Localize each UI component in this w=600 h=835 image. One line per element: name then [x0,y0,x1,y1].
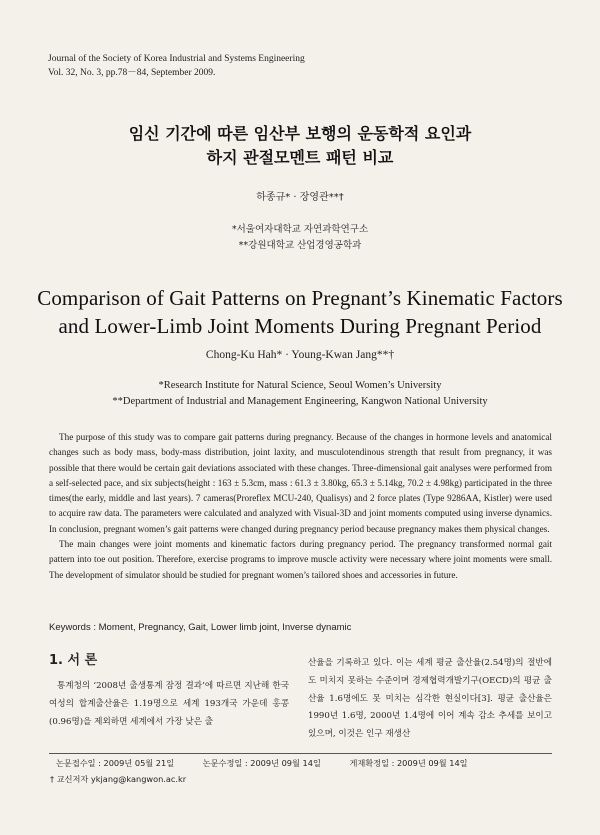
korean-title [0,122,600,170]
accepted-date: 게재확정일 : 2009년 09월 14일 [349,758,468,768]
english-title-line2: and Lower-Limb Joint Moments During Pregnant Period [58,314,542,338]
korean-authors: 하종규* · 장영관**† [256,192,344,203]
korean-affiliations [0,222,600,254]
submission-dates [56,758,556,769]
journal-volume: Vol. 32, No. 3, pp.78－84, September 2009. [48,68,216,78]
body-right-column [308,655,552,744]
footnote-divider [49,753,552,754]
journal-name: Journal of the Society of Korea Industrial and Systems Engineering [48,54,305,64]
keywords-label: Keywords [49,622,91,633]
corresponding-author: † 교신저자 ykjang@kangwon.ac.kr [50,774,187,784]
korean-title-line1: 임신 기간에 따른 임산부 보행의 운동학적 요인과 [128,124,472,143]
english-title [0,284,600,340]
revised-date: 논문수정일 : 2009년 09월 14일 [202,758,321,768]
body-paragraph-left: 통계청의 ‘2008년 출생통계 잠정 결과’에 따르면 지난해 한국 여성의 합계출산율은 1.19명으로 세계 193개국 가운데 홍콩(0.96명)을 제외하면 세계에서 가장 낮은 출 [49,681,289,727]
english-title-line1: Comparison of Gait Patterns on Pregnant’s Kinematic Factors [37,286,563,310]
english-affiliation-2: **Department of Industrial and Management Engineering, Kangwon National University [112,396,488,407]
korean-title-line2: 하지 관절모멘트 패턴 비교 [206,148,394,167]
journal-info [48,52,305,80]
body-paragraph-right: 산율을 기록하고 있다. 이는 세계 평균 출산율(2.54명)의 절반에도 미치지 못하는 수준이며 경제협력개발기구(OECD)의 평균 출산율 1.6명에도 못 미치는 심각한 현실이다[3]. 평균 출산율은 1990년 1.6명, 2000년 1.4명에 이어 계속 감소 추세를 보이고 있으며, 이것은 인구 재생산 [308,658,552,740]
abstract-paragraph-2: The main changes were joint moments and kinematic factors during pregnancy period. The pregnancy transformed normal gait pattern into toe out position. Therefore, exercise programs to improve muscle activity were necessary where joint moments were small. The development of simulator should be studied for pregnant women’s tailored shoes and accessories in future. [49,539,552,580]
english-affiliations [0,378,600,410]
keywords-text: : Moment, Pregnancy, Gait, Lower limb joint, Inverse dynamic [90,622,352,633]
english-affiliation-1: *Research Institute for Natural Science, Seoul Women’s University [158,380,442,391]
english-authors: Chong-Ku Hah* · Young-Kwan Jang**† [205,349,395,361]
korean-affiliation-1: *서울여자대학교 자연과학연구소 [231,224,369,235]
korean-affiliation-2: **강원대학교 산업경영공학과 [238,240,362,251]
abstract-paragraph-1: The purpose of this study was to compare gait patterns during pregnancy. Because of the changes in hormone levels and anatomical changes such as body mass, body-mass distribution, joint laxity, and musculotendinous strength that result from pregnancy, it was possible that there would be certain gait deviations associated with these changes. Three-dimensional gait analyses were performed from a self-selected pace, and six subjects(height : 163 ± 5.3cm, mass : 61.3 ± 3.80kg, 65.3 ± 5.14kg, 70.2 ± 4.98kg) participated in the three times(the early, middle and last years). 7 cameras(Proreflex MCU-240, Qualisys) and 2 force plates (Type 9286AA, Kistler) were used to acquire raw data. The parameters were calculated and analyzed with Visual-3D and joint moments computed using inverse dynamics. In conclusion, pregnant women’s gait patterns were changed during pregnancy period because pregnancy makes them physical changes. [49,432,552,534]
section-heading: 1. 서 론 [49,653,98,668]
keywords [49,622,552,633]
abstract [49,430,552,583]
received-date: 논문접수일 : 2009년 05월 21일 [56,758,175,768]
body-left-column [49,652,289,731]
